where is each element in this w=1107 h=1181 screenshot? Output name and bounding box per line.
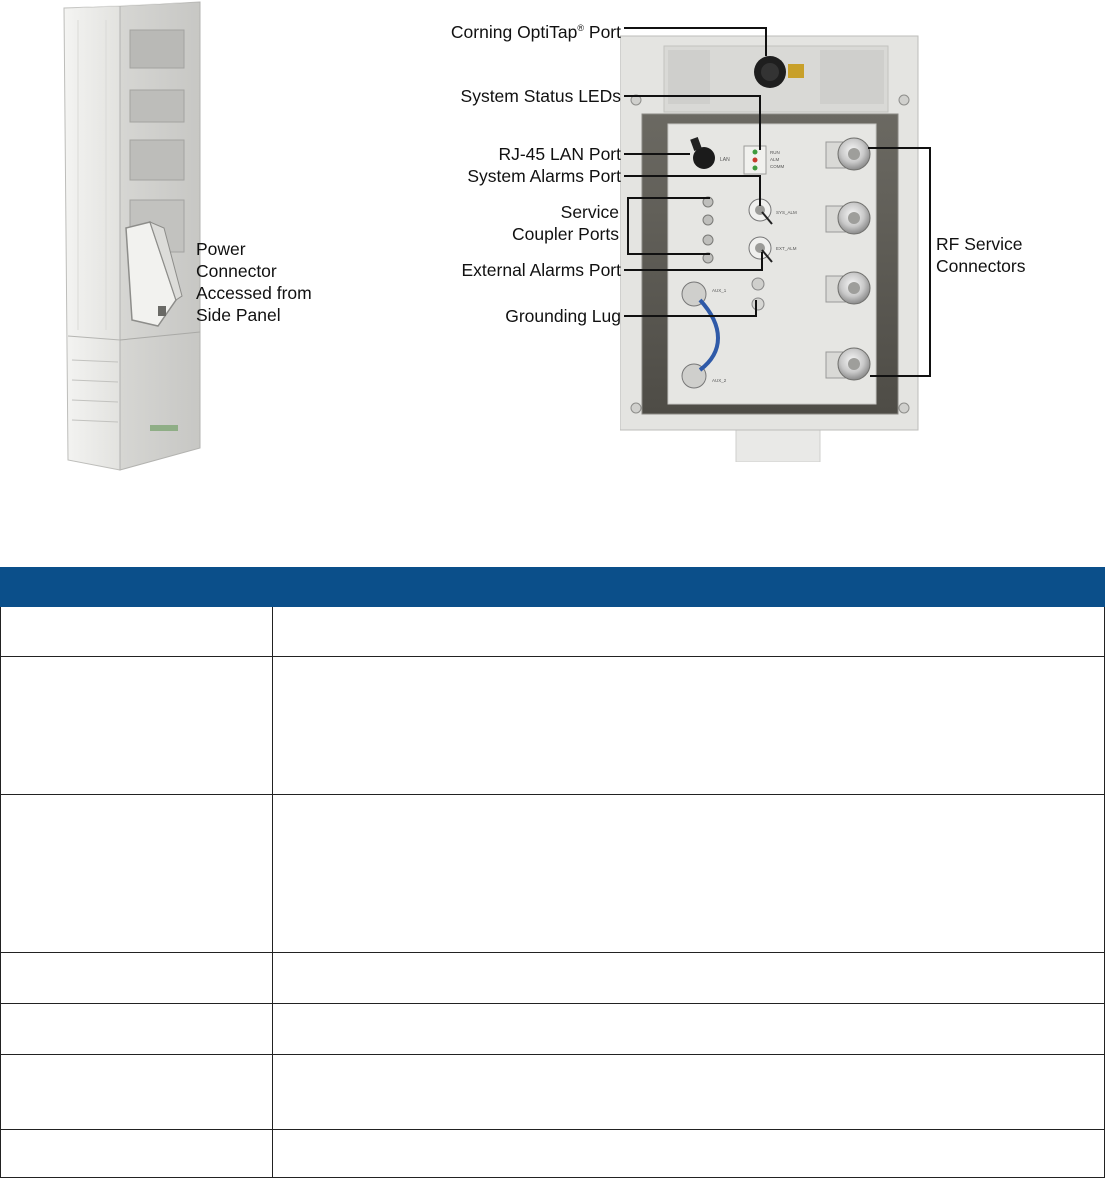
aux-top-silkscreen: AUX_1: [712, 288, 727, 293]
led-alm-silkscreen: ALM: [770, 157, 780, 162]
rf-service-connectors-callout: [936, 233, 1026, 277]
table-row: [1, 1055, 1105, 1130]
table-row: [1, 607, 1105, 657]
table-row: [1, 657, 1105, 795]
open-panel-photo: [620, 30, 920, 462]
led-comm-silkscreen: COMM: [770, 164, 785, 169]
aux-bottom-silkscreen: AUX_2: [712, 378, 727, 383]
table-cell: [1, 1055, 273, 1130]
table-row: [1, 1004, 1105, 1055]
optitap-port-callout: [451, 17, 621, 43]
power-connector-callout: [196, 238, 312, 326]
ext-alm-silkscreen: EXT_ALM: [776, 246, 797, 251]
table-cell: [273, 1055, 1105, 1130]
callout-line: Service: [560, 202, 619, 222]
optitap-label-tail: Port: [584, 22, 621, 42]
table-header-row: [1, 568, 1105, 607]
callout-line: Accessed from: [196, 283, 312, 303]
callout-line: Connectors: [936, 256, 1026, 276]
spec-table: [0, 567, 1105, 1178]
table-cell: [273, 795, 1105, 953]
tower-unit-photo: [58, 0, 208, 476]
table-row: [1, 953, 1105, 1004]
registered-mark: ®: [577, 23, 585, 33]
optitap-label: Corning OptiTap: [450, 22, 578, 42]
table-cell: [1, 657, 273, 795]
system-status-leds-callout: System Status LEDs: [460, 86, 621, 106]
grounding-lug-callout: Grounding Lug: [505, 306, 621, 326]
callout-line: Connector: [196, 261, 277, 281]
sys-alm-silkscreen: SYS_ALM: [776, 210, 797, 215]
callout-line: Coupler Ports: [512, 224, 619, 244]
table-header-cell: [273, 568, 1105, 607]
service-coupler-ports-callout: [512, 201, 619, 245]
table-cell: [1, 795, 273, 953]
led-run-silkscreen: RUN: [770, 150, 780, 155]
table-cell: [1, 953, 273, 1004]
lan-silkscreen: LAN: [720, 157, 730, 163]
callout-line: RF Service: [936, 234, 1023, 254]
table-header-cell: [1, 568, 273, 607]
table-row: [1, 1130, 1105, 1178]
rj45-lan-port-callout: RJ-45 LAN Port: [498, 144, 621, 164]
table-cell: [273, 1004, 1105, 1055]
external-alarms-port-callout: External Alarms Port: [461, 260, 621, 280]
system-alarms-port-callout: System Alarms Port: [467, 166, 621, 186]
callout-line: Power: [196, 239, 246, 259]
table-cell: [1, 607, 273, 657]
callout-line: Side Panel: [196, 305, 281, 325]
table-cell: [273, 657, 1105, 795]
table-row: [1, 795, 1105, 953]
table-cell: [273, 607, 1105, 657]
table-cell: [273, 1130, 1105, 1178]
table-cell: [1, 1004, 273, 1055]
table-cell: [273, 953, 1105, 1004]
table-cell: [1, 1130, 273, 1178]
